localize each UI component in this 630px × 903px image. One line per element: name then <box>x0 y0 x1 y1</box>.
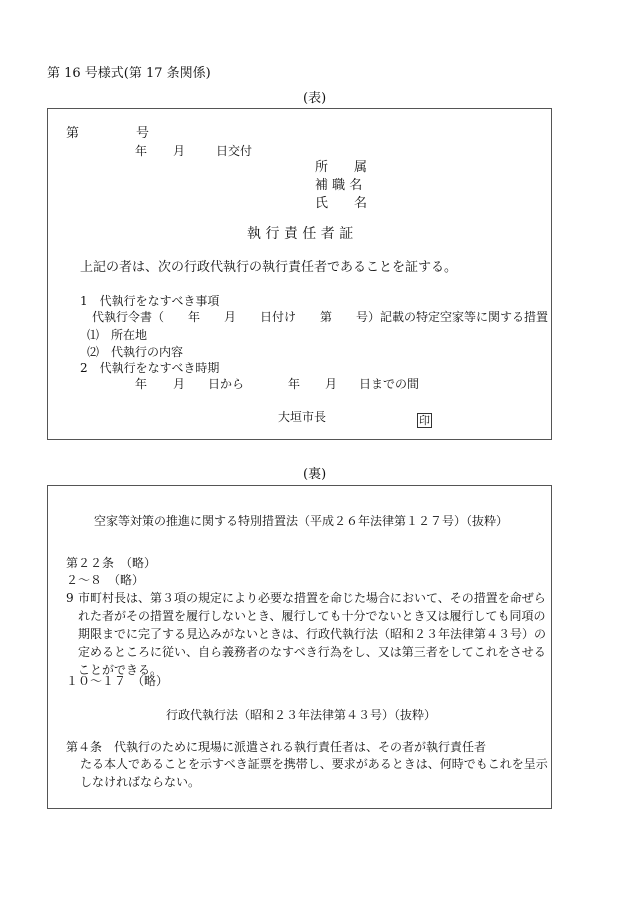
number-go: 号 <box>136 126 150 141</box>
certificate-title: 執 行 責 任 者 証 <box>247 226 354 242</box>
field-position: 補 職 名 <box>315 178 363 193</box>
period-to-year: 年 <box>288 377 301 391</box>
law1-title: 空家等対策の推進に関する特別措置法（平成２６年法律第１２７号）（抜粋） <box>94 514 509 528</box>
item1-sub1: ⑴ 所在地 <box>87 328 148 342</box>
law2-title: 行政代執行法（昭和２３年法律第４３号）（抜粋） <box>166 708 437 722</box>
issue-month: 月 <box>173 144 186 158</box>
period-to-month: 月 <box>325 377 338 391</box>
seal-label: 印 <box>419 414 430 427</box>
issue-year: 年 <box>135 144 148 158</box>
article4-continuation: たる本人であることを示すべき証票を携帯し、要求があるときは、何時でもこれを呈示しなければならない。 <box>80 757 548 789</box>
item1-label: 1 代執行をなすべき事項 <box>80 294 220 308</box>
item1-sub2: ⑵ 代執行の内容 <box>87 345 184 359</box>
issue-day: 日交付 <box>216 144 253 158</box>
period-from-year: 年 <box>135 377 148 391</box>
field-affiliation: 所 属 <box>315 160 368 175</box>
seal-mark <box>417 409 432 428</box>
field-name: 氏 名 <box>315 196 368 211</box>
number-dai: 第 <box>66 126 80 141</box>
period-from-day: 日から <box>208 377 245 391</box>
article22-paras-10-17: １０～１７ （略） <box>66 674 169 688</box>
back-excerpt-box <box>47 485 552 809</box>
front-heading: (表) <box>303 91 327 106</box>
article4-first-line: 第４条 代執行のために現場に派遣される執行責任者は、その者が執行責任者 <box>66 740 487 754</box>
article22-para9-text: 市町村長は、第３項の規定により必要な措置を命じた場合において、その措置を命ぜられた者がその措置を履行しないとき、履行しても十分でないとき又は履行しても同項の期限までに完了する見込みがないときは、行政代執行法（昭和２３年法律第４３号）の定めるところに従い、自ら義務者のなすべき行為をし、又は第三者をしてこれをさせることができる。 <box>78 591 547 677</box>
article22-paras-2-8: ２～８ （略） <box>66 573 145 587</box>
front-certificate-box <box>47 108 552 440</box>
period-from-month: 月 <box>173 377 186 391</box>
issuer-mayor: 大垣市長 <box>278 410 327 424</box>
form-title: 第 16 号様式(第 17 条関係) <box>47 66 211 81</box>
back-heading: (裏) <box>303 467 327 482</box>
article22-para9-number: 9 <box>66 591 74 605</box>
period-to-day: 日までの間 <box>359 377 420 391</box>
item1-order-line: 代執行令書（ 年 月 日付け 第 号）記載の特定空家等に関する措置 <box>92 310 549 324</box>
item2-label: 2 代執行をなすべき時期 <box>80 361 220 375</box>
certificate-statement: 上記の者は、次の行政代執行の執行責任者であることを証する。 <box>80 260 458 275</box>
article22: 第２２条 （略） <box>66 556 157 570</box>
